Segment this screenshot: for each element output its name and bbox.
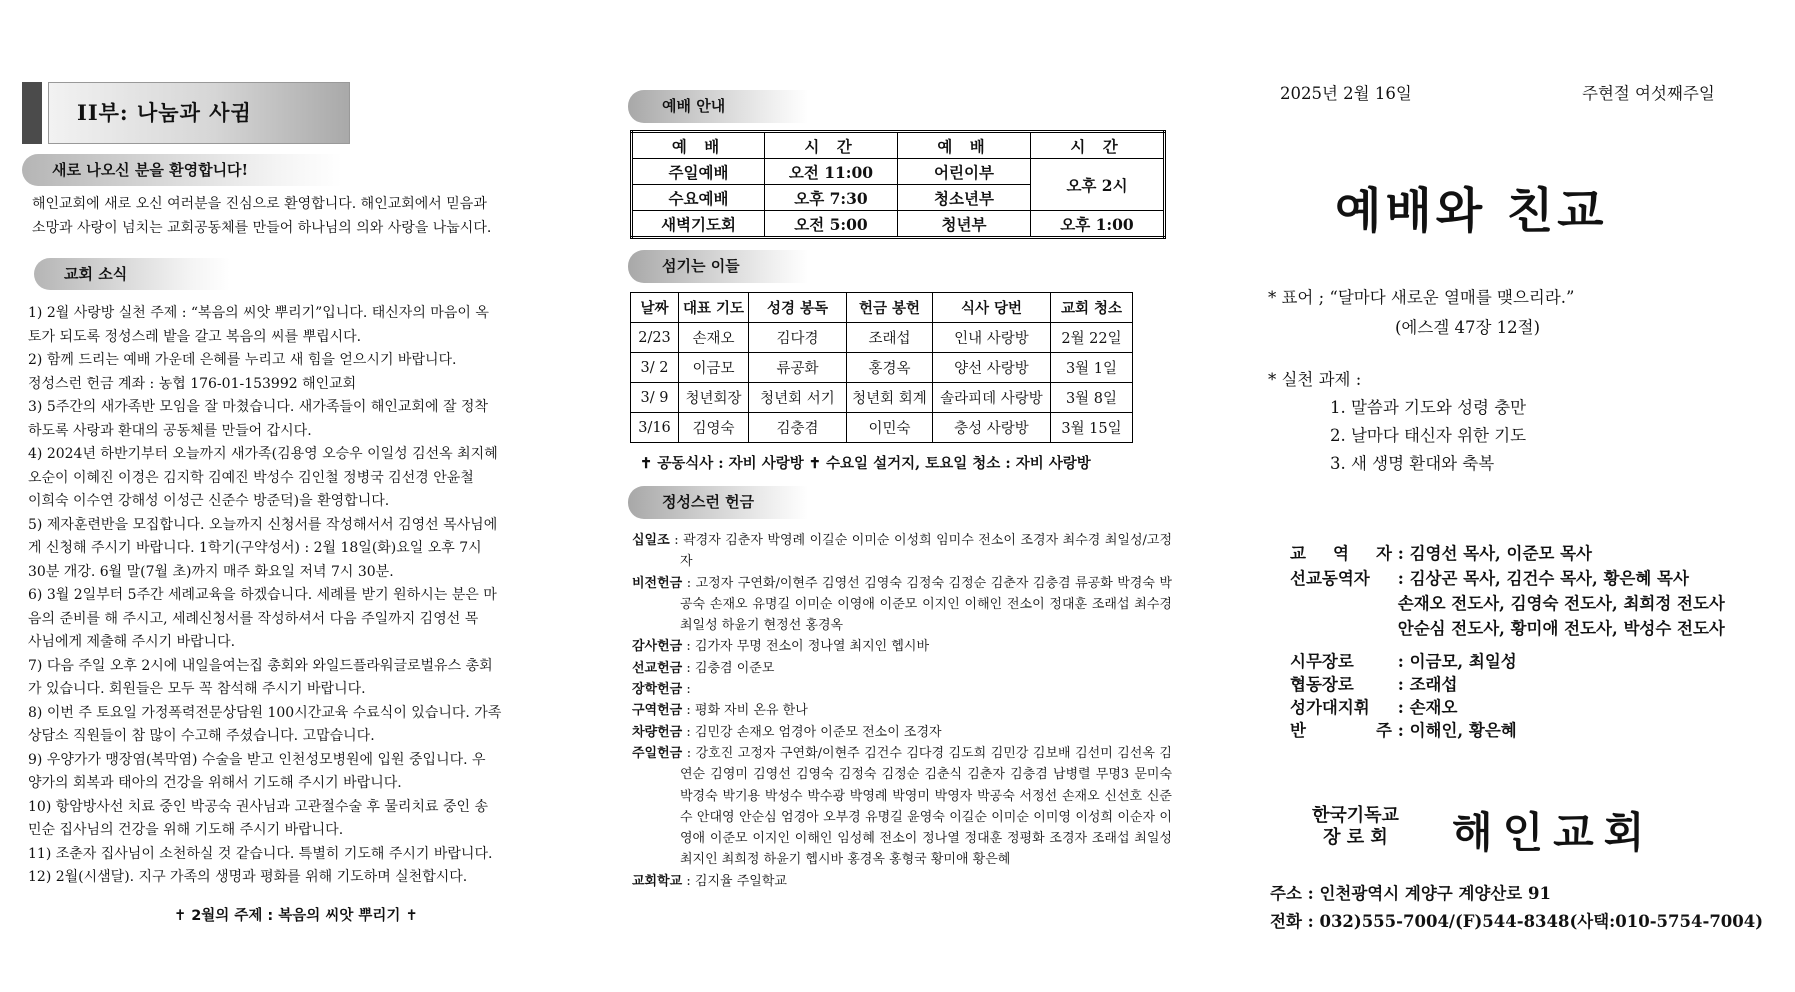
bulletin-date: 2025년 2월 16일 xyxy=(1280,84,1412,103)
welcome-heading: 새로 나오신 분을 환영합니다! xyxy=(22,154,342,186)
offering-separator: : xyxy=(682,575,696,591)
denomination-line: 장 로 회 xyxy=(1323,827,1388,848)
servers-header: 식사 당번 xyxy=(933,293,1051,323)
news-item-line: 사님에게 제출해 주시기 바랍니다. xyxy=(28,634,236,650)
news-item-line: 4) 2024년 하반기부터 오늘까지 새가족(김용영 오승우 이일성 김선옥 최지혜 xyxy=(28,446,498,462)
news-item xyxy=(28,443,588,514)
servers-header: 헌금 봉헌 xyxy=(847,293,933,323)
servers-cell: 2월 22일 xyxy=(1051,323,1133,353)
news-item xyxy=(28,749,588,796)
news-item-line: 정성스런 헌금 계좌 : 농협 176-01-153992 해인교회 xyxy=(28,375,357,392)
news-item-line: 6) 3월 2일부터 5주간 세례교육을 하겠습니다. 세례를 받기 원하시는 분은 마 xyxy=(28,587,497,603)
staff-separator: : xyxy=(1392,721,1410,740)
staff-separator: : xyxy=(1392,675,1410,694)
offering-row xyxy=(632,679,1172,700)
offering-names: 평화 자비 온유 한나 xyxy=(694,703,808,719)
news-item-line: 음의 준비를 해 주시고, 세례신청서를 작성하셔서 다음 주일까지 김영선 목 xyxy=(28,610,479,627)
servers-cell: 3/16 xyxy=(631,413,679,443)
worship-schedule-table xyxy=(630,130,1166,239)
news-item-line: 토가 되도록 정성스레 밭을 갈고 복음의 씨를 뿌립시다. xyxy=(28,328,362,345)
news-item xyxy=(28,796,588,843)
news-item-line: 양가의 회복과 태아의 건강을 위해서 기도해 주시기 바랍니다. xyxy=(28,775,402,791)
servers-cell: 3/ 9 xyxy=(631,383,679,413)
staff-label: 성가대지휘 xyxy=(1290,698,1370,717)
worship-heading: 예배 안내 xyxy=(628,90,808,123)
table-row xyxy=(631,323,1133,353)
news-item xyxy=(28,302,588,349)
staff-separator: : xyxy=(1392,652,1410,671)
offering-label: 구역헌금 xyxy=(632,703,683,719)
part-title: II부: 나눔과 사귐 xyxy=(48,82,350,144)
servers-header: 날짜 xyxy=(631,293,679,323)
staff-separator: : xyxy=(1392,544,1410,563)
table-row xyxy=(631,383,1133,413)
schedule-header: 예 배 xyxy=(632,132,765,159)
staff-label: 교 역 자 xyxy=(1290,544,1392,563)
staff-separator: : xyxy=(1392,569,1410,588)
news-item-line: 2) 함께 드리는 예배 가운데 은혜를 누리고 새 힘을 얻으시기 바랍니다. xyxy=(28,352,457,368)
schedule-cell: 주일예배 xyxy=(632,159,765,185)
schedule-cell: 오전 11:00 xyxy=(765,159,898,185)
news-item-line: 11) 조춘자 집사님이 소천하실 것 같습니다. 특별히 기도해 주시기 바랍니다. xyxy=(28,845,493,862)
offering-row xyxy=(632,636,1172,657)
denomination xyxy=(1312,805,1399,849)
task-item: 1. 말씀과 기도와 성령 충만 xyxy=(1330,398,1527,417)
staff-row xyxy=(1290,540,1592,564)
staff-value: 이금모, 최일성 xyxy=(1409,652,1517,671)
servers-cell: 손재오 xyxy=(679,323,749,353)
schedule-cell: 오전 5:00 xyxy=(765,211,898,238)
news-item-line: 민순 집사님의 건강을 위해 기도해 주시기 바랍니다. xyxy=(28,822,344,838)
motto: * 표어 ; “달마다 새로운 열매를 맺으리라.” xyxy=(1268,288,1575,307)
staff-label: 선교동역자 xyxy=(1290,569,1370,588)
news-item-line: 게 신청해 주시기 바랍니다. 1학기(구약성서) : 2월 18일(화)요일 오후 7시 xyxy=(28,540,482,556)
offering-row xyxy=(632,722,1172,743)
servers-header: 교회 청소 xyxy=(1051,293,1133,323)
task-item: 2. 날마다 태신자 위한 기도 xyxy=(1330,426,1527,445)
offering-label: 선교헌금 xyxy=(632,660,683,676)
servers-cell: 김다경 xyxy=(749,323,847,353)
offering-row xyxy=(632,700,1172,721)
servers-header: 대표 기도 xyxy=(679,293,749,323)
offering-names: 김지율 주일학교 xyxy=(694,873,787,889)
schedule-cell: 청소년부 xyxy=(898,185,1031,211)
task-item: 3. 새 생명 환대와 축복 xyxy=(1330,454,1495,473)
news-item-line: 상담소 직원들이 참 많이 수고해 주셨습니다. 고맙습니다. xyxy=(28,728,375,744)
news-item-line: 9) 우양가가 맹장염(복막염) 수술을 받고 인천성모병원에 입원 중입니다. 우 xyxy=(28,751,486,768)
offering-separator: : xyxy=(682,660,695,676)
offering-separator: : xyxy=(682,639,695,655)
servers-cell: 청년회장 xyxy=(679,383,749,413)
servers-cell: 2/23 xyxy=(631,323,679,353)
news-item-line: 가 있습니다. 회원들은 모두 꼭 참석해 주시기 바랍니다. xyxy=(28,681,366,697)
offering-row xyxy=(632,530,1172,573)
middle-column xyxy=(628,82,1178,982)
news-item-line: 30분 개강. 6월 말(7월 초)까지 매주 화요일 저녁 7시 30분. xyxy=(28,563,394,580)
staff-value: 손재오 xyxy=(1409,698,1458,717)
news-item xyxy=(28,584,588,655)
servers-cell: 김영숙 xyxy=(679,413,749,443)
offering-label: 장학헌금 xyxy=(632,682,683,698)
servers-cell: 충성 사랑방 xyxy=(933,413,1051,443)
schedule-header: 시 간 xyxy=(765,132,898,159)
offering-names: 김충겸 이준모 xyxy=(694,660,775,676)
staff-separator: : xyxy=(1392,698,1410,717)
news-item xyxy=(28,702,588,749)
news-item-line: 12) 2월(시샘달). 지구 가족의 생명과 평화를 위해 기도하며 실천합시다. xyxy=(28,869,468,885)
schedule-cell: 청년부 xyxy=(898,211,1031,238)
offering-separator: : xyxy=(682,682,691,698)
news-item-line: 7) 다음 주일 오후 2시에 내일을여는집 총회와 와일드플라워글로벌유스 총회 xyxy=(28,657,493,674)
servers-cell: 3월 15일 xyxy=(1051,413,1133,443)
tasks-label: * 실천 과제 : xyxy=(1268,370,1362,389)
offering-names: 강호진 고정자 구연화/이현주 김건수 김다경 김도희 김민강 김보배 김선미 김선옥 김연순 김영미 김영선 김영숙 김정숙 김정순 김춘식 김춘자 김충겸 남병렬 무명3 문미숙 박경숙 박기용 박성수 박수광 박영례 박영미 박영자 박공숙 서정선 손재오 신선호 신준수 안대영 안순심 엄경아 오부경 유명길 윤영숙 이길순 이미순 이미영 이성희 이순자 이영애 이준모 이지인 이해인 임성혜 전소이 정나열 정대훈 정평화 조경자 조래섭 최일성 최지인 최희정 하윤기 헵시바 홍경옥 홍형국 황미애 황은혜 xyxy=(680,745,1172,868)
denomination-line: 한국기독교 xyxy=(1312,805,1399,826)
news-item xyxy=(28,655,588,702)
offering-separator: : xyxy=(682,724,695,740)
news-heading: 교회 소식 xyxy=(34,258,230,290)
staff-row xyxy=(1290,717,1517,741)
servers-cell: 청년회 회계 xyxy=(847,383,933,413)
offering-label: 비전헌금 xyxy=(632,575,683,591)
offering-row xyxy=(632,871,1172,892)
servers-cell: 홍경옥 xyxy=(847,353,933,383)
offering-label: 교회학교 xyxy=(632,873,683,889)
staff-value: 안순심 전도사, 황미애 전도사, 박성수 전도사 xyxy=(1397,619,1725,638)
offering-separator: : xyxy=(682,745,696,761)
table-row xyxy=(631,413,1133,443)
servers-cell: 인내 사랑방 xyxy=(933,323,1051,353)
servers-cell: 양선 사랑방 xyxy=(933,353,1051,383)
schedule-header: 시 간 xyxy=(1031,132,1165,159)
servers-note: ✝ 공동식사 : 자비 사랑방 ✝ 수요일 설거지, 토요일 청소 : 자비 사랑방 xyxy=(640,455,1091,472)
schedule-cell: 수요예배 xyxy=(632,185,765,211)
staff-value: 김상곤 목사, 김건수 목사, 황은혜 목사 xyxy=(1409,569,1689,588)
staff-row xyxy=(1290,615,1725,639)
servers-cell: 김충겸 xyxy=(749,413,847,443)
servers-cell: 솔라피데 사랑방 xyxy=(933,383,1051,413)
staff-value: 이해인, 황은혜 xyxy=(1409,721,1517,740)
servers-cell: 3월 8일 xyxy=(1051,383,1133,413)
news-item-line: 8) 이번 주 토요일 가정폭력전문상담원 100시간교육 수료식이 있습니다. 가족 xyxy=(28,704,502,721)
news-item-line: 이희숙 이수연 강해성 이성근 신준수 방준덕)을 환영합니다. xyxy=(28,493,390,509)
right-column xyxy=(1250,70,1790,970)
servers-cell: 이금모 xyxy=(679,353,749,383)
news-item-line: 하도록 사랑과 환대의 공동체를 만들어 갑시다. xyxy=(28,422,312,439)
offering-heading: 정성스런 헌금 xyxy=(628,486,808,519)
servers-cell: 청년회 서기 xyxy=(749,383,847,413)
offering-names: 곽경자 김춘자 박영례 이길순 이미순 이성희 임미수 전소이 조경자 최수경 최일성/고정자 xyxy=(680,533,1172,570)
servers-cell: 류공화 xyxy=(749,353,847,383)
servers-cell: 조래섭 xyxy=(847,323,933,353)
offering-label: 감사헌금 xyxy=(632,639,683,655)
offering-names: 김민강 손재오 엄경아 이준모 전소이 조경자 xyxy=(694,724,942,740)
offering-row xyxy=(632,743,1172,871)
offering-names: 고정자 구연화/이현주 김영선 김영숙 김정숙 김정순 김춘자 김충겸 류공화 박경숙 박공숙 손재오 유명길 이미순 이영애 이준모 이지인 이해인 전소이 정대훈 조래섭 최수경 최일성 하윤기 현정선 홍경옥 xyxy=(680,575,1172,634)
offering-names: 김가자 무명 전소이 정나열 최지인 헵시바 xyxy=(694,639,930,655)
news-item xyxy=(28,349,588,396)
offering-separator: : xyxy=(682,873,695,889)
church-name: 해인교회 xyxy=(1452,808,1655,857)
servers-cell: 3/ 2 xyxy=(631,353,679,383)
servers-heading: 섬기는 이들 xyxy=(628,250,808,283)
servers-cell: 이민숙 xyxy=(847,413,933,443)
church-address: 주소 : 인천광역시 계양구 계양산로 91 xyxy=(1270,884,1551,903)
news-item-line: 10) 항암방사선 치료 중인 박공숙 권사님과 고관절수술 후 물리치료 중인 송 xyxy=(28,798,488,815)
offering-label: 주일헌금 xyxy=(632,745,683,761)
offering-row xyxy=(632,658,1172,679)
servers-table xyxy=(630,292,1133,443)
offering-label: 차량헌금 xyxy=(632,724,683,740)
offering-label: 십일조 xyxy=(632,533,670,548)
welcome-text xyxy=(32,192,592,240)
offering-list xyxy=(632,530,1172,892)
staff-row xyxy=(1290,565,1689,589)
staff-label: 시무장로 xyxy=(1290,652,1354,671)
news-item-line: 1) 2월 사랑방 실천 주제 : “복음의 씨앗 뿌리기”입니다. 태신자의 마음이 옥 xyxy=(28,305,489,321)
staff-row xyxy=(1290,648,1517,672)
staff-row xyxy=(1290,590,1725,614)
schedule-header: 예 배 xyxy=(898,132,1031,159)
schedule-cell: 오후 1:00 xyxy=(1031,211,1165,238)
news-item-line: 오순이 이혜진 이경은 김지학 김예진 박성수 김인철 정병국 김선경 안윤철 xyxy=(28,469,474,486)
staff-value: 김영선 목사, 이준모 목사 xyxy=(1409,544,1592,563)
staff-row xyxy=(1290,694,1457,718)
schedule-cell: 새벽기도회 xyxy=(632,211,765,238)
news-list xyxy=(28,302,588,890)
motto-reference: (에스겔 47장 12절) xyxy=(1395,318,1541,337)
offering-row xyxy=(632,573,1172,637)
church-phone: 전화 : 032)555-7004/(F)544-8348(사택:010-5754-7004) xyxy=(1270,912,1764,931)
left-column xyxy=(22,82,582,982)
news-item xyxy=(28,514,588,585)
staff-row xyxy=(1290,671,1457,695)
bulletin-title: 예배와 친교 xyxy=(1335,183,1608,239)
staff-value: 조래섭 xyxy=(1409,675,1458,694)
welcome-text-line: 해인교회에 새로 오신 여러분을 진심으로 환영합니다. 해인교회에서 믿음과 xyxy=(32,196,487,212)
liturgical-week: 주현절 여섯째주일 xyxy=(1582,84,1715,103)
news-item xyxy=(28,396,588,443)
servers-header: 성경 봉독 xyxy=(749,293,847,323)
schedule-cell: 어린이부 xyxy=(898,159,1031,185)
news-item xyxy=(28,843,588,867)
news-item-line: 3) 5주간의 새가족반 모임을 잘 마쳤습니다. 새가족들이 해인교회에 잘 정착 xyxy=(28,399,488,415)
offering-separator: : xyxy=(669,533,684,548)
schedule-cell: 오후 2시 xyxy=(1031,159,1165,211)
news-item-line: 5) 제자훈련반을 모집합니다. 오늘까지 신청서를 작성해서서 김영선 목사님에 xyxy=(28,516,498,533)
staff-label: 반 주 xyxy=(1290,721,1392,740)
offering-separator: : xyxy=(682,703,695,719)
staff-value: 손재오 전도사, 김영숙 전도사, 최희정 전도사 xyxy=(1397,594,1725,613)
schedule-cell: 오후 7:30 xyxy=(765,185,898,211)
month-theme: ✝ 2월의 주제 : 복음의 씨앗 뿌리기 ✝ xyxy=(174,908,418,924)
news-item xyxy=(28,866,588,890)
staff-label: 협동장로 xyxy=(1290,675,1354,694)
welcome-text-line: 소망과 사랑이 넘치는 교회공동체를 만들어 하나님의 의와 사랑을 나눕시다. xyxy=(32,220,492,236)
part-title-bar xyxy=(22,82,42,144)
table-row xyxy=(631,353,1133,383)
servers-cell: 3월 1일 xyxy=(1051,353,1133,383)
